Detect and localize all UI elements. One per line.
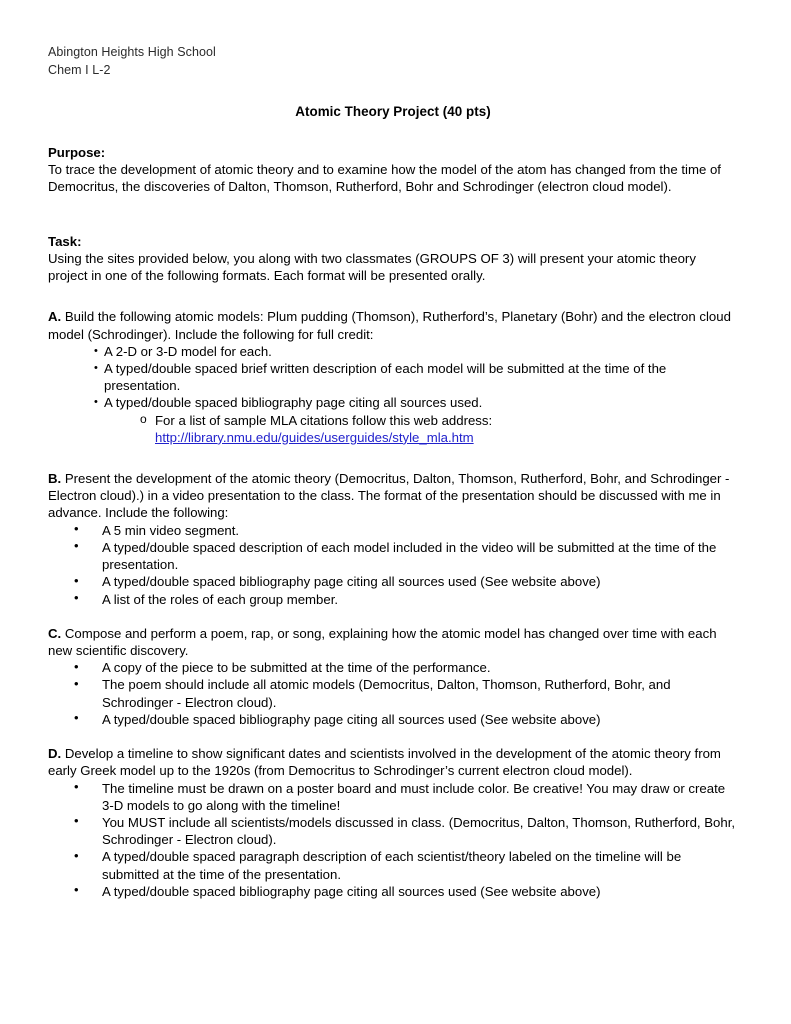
- list-item: [48, 659, 738, 676]
- list-item-text: You MUST include all scientists/models discussed in class. (Democritus, Dalton, Thomson, Rutherford, Bohr, Schrodinger - Electron cloud).: [102, 814, 736, 848]
- spacer: [48, 608, 738, 625]
- bullet-icon: •: [74, 779, 79, 795]
- sub-list-item-text: For a list of sample MLA citations follow this web address:: [155, 412, 493, 428]
- mla-link-row: [48, 429, 738, 446]
- bullet-icon: •: [94, 344, 98, 357]
- purpose-heading-colon: :: [100, 144, 106, 160]
- spacer: [48, 120, 738, 144]
- section-a-letter: A.: [48, 309, 62, 325]
- section-d-letter: D.: [48, 746, 62, 762]
- list-item-text: A typed/double spaced paragraph description of each scientist/theory labeled on the timeline will be submitted at the time of the presentation.: [102, 849, 682, 882]
- list-item: [48, 343, 738, 360]
- document-body: [48, 44, 738, 900]
- section-d-intro: Develop a timeline to show significant dates and scientists involved in the development of the atomic theory from early Greek model up to the 1920s (from Democritus to Schrodinger’s current electron cloud model).: [48, 746, 721, 779]
- list-item: [48, 394, 738, 411]
- bullet-icon: •: [74, 675, 79, 691]
- spacer: [48, 446, 738, 470]
- task-body: Using the sites provided below, you along with two classmates (GROUPS OF 3) will present your atomic theory project in one of the following formats. Each format will be presented orally.: [48, 250, 696, 284]
- header-course: Chem I L-2: [48, 62, 111, 77]
- list-item-text: A copy of the piece to be submitted at the time of the performance.: [102, 660, 491, 676]
- list-item-text: A typed/double spaced bibliography page citing all sources used.: [104, 395, 483, 411]
- list-item-text: A typed/double spaced brief written description of each model will be submitted at the time of the presentation.: [104, 360, 667, 394]
- bullet-icon: •: [74, 572, 79, 588]
- section-b: [48, 470, 738, 522]
- spacer: [48, 220, 738, 233]
- section-a: [48, 308, 738, 342]
- section-a-list: [48, 343, 738, 412]
- bullet-icon: •: [74, 710, 79, 726]
- section-c-intro: Compose and perform a poem, rap, or song, explaining how the atomic model has changed over time with each new scientific discovery.: [48, 625, 717, 659]
- section-b-intro: Present the development of the atomic theory (Democritus, Dalton, Thomson, Rutherford, Bohr, and Schrodinger - Electron cloud).) in a video presentation to the class. The format of the presentation should be discussed with me in advance. Include the following:: [48, 471, 730, 521]
- list-item: [48, 522, 738, 539]
- list-item: [48, 591, 738, 608]
- document-title: Atomic Theory Project (40 pts): [295, 103, 491, 119]
- list-item: [48, 676, 738, 710]
- list-item-text: A 2-D or 3-D model for each.: [104, 343, 272, 359]
- section-b-list: [48, 522, 738, 608]
- bullet-icon: •: [94, 361, 98, 374]
- section-c: [48, 625, 738, 659]
- list-item-text: A typed/double spaced description of each model included in the video will be submitted at the time of the presentation.: [102, 539, 717, 573]
- purpose-heading: Purpose: [48, 144, 101, 160]
- spacer: [48, 196, 738, 220]
- section-d: [48, 745, 738, 779]
- list-item: [48, 814, 738, 848]
- bullet-icon: •: [74, 658, 79, 674]
- list-item-text: The timeline must be drawn on a poster board and must include color. Be creative! You may draw or create 3-D models to go along with the timeline!: [102, 780, 726, 813]
- list-item-text: A 5 min video segment.: [102, 522, 240, 538]
- task-section: [48, 233, 738, 285]
- bullet-icon: •: [74, 882, 79, 898]
- list-item-text: A list of the roles of each group member.: [102, 591, 339, 607]
- list-item: [48, 711, 738, 728]
- purpose-body: To trace the development of atomic theory and to examine how the model of the atom has changed from the time of Democritus, the discoveries of Dalton, Thomson, Rutherford, Bohr and Schrodinger (electron cloud model).: [48, 162, 721, 195]
- bullet-icon: •: [74, 521, 79, 537]
- sub-list-item: [48, 412, 738, 429]
- list-item-text: A typed/double spaced bibliography page citing all sources used (See website above): [102, 711, 601, 727]
- hollow-bullet-icon: o: [140, 411, 147, 426]
- section-c-letter: C.: [48, 625, 62, 641]
- section-a-intro: Build the following atomic models: Plum pudding (Thomson), Rutherford’s, Planetary (Bohr) and the electron cloud model (Schrodinger). Include the following for full credit:: [48, 309, 731, 342]
- section-c-list: [48, 659, 738, 728]
- mla-citation-link[interactable]: http://library.nmu.edu/guides/userguides/style_mla.htm: [155, 429, 474, 445]
- purpose-section: [48, 144, 738, 196]
- list-item-text: A typed/double spaced bibliography page citing all sources used (See website above): [102, 883, 601, 899]
- spacer: [48, 284, 738, 308]
- list-item: [48, 780, 738, 814]
- bullet-icon: •: [94, 396, 98, 409]
- bullet-icon: •: [74, 847, 79, 863]
- list-item: [48, 539, 738, 573]
- section-b-letter: B.: [48, 471, 62, 487]
- spacer: [48, 728, 738, 745]
- bullet-icon: •: [74, 590, 79, 606]
- list-item-text: The poem should include all atomic models (Democritus, Dalton, Thomson, Rutherford, Bohr, and Schrodinger - Electron cloud).: [102, 677, 671, 710]
- list-item: [48, 573, 738, 590]
- header-school: Abington Heights High School: [48, 45, 216, 59]
- section-a-sublist: [48, 412, 738, 429]
- list-item: [48, 848, 738, 882]
- bullet-icon: •: [74, 813, 79, 829]
- list-item: [48, 360, 738, 394]
- list-item-text: A typed/double spaced bibliography page citing all sources used (See website above): [102, 574, 601, 590]
- list-item: [48, 883, 738, 900]
- section-d-list: [48, 780, 738, 901]
- task-heading: Task:: [48, 233, 82, 249]
- bullet-icon: •: [74, 538, 79, 554]
